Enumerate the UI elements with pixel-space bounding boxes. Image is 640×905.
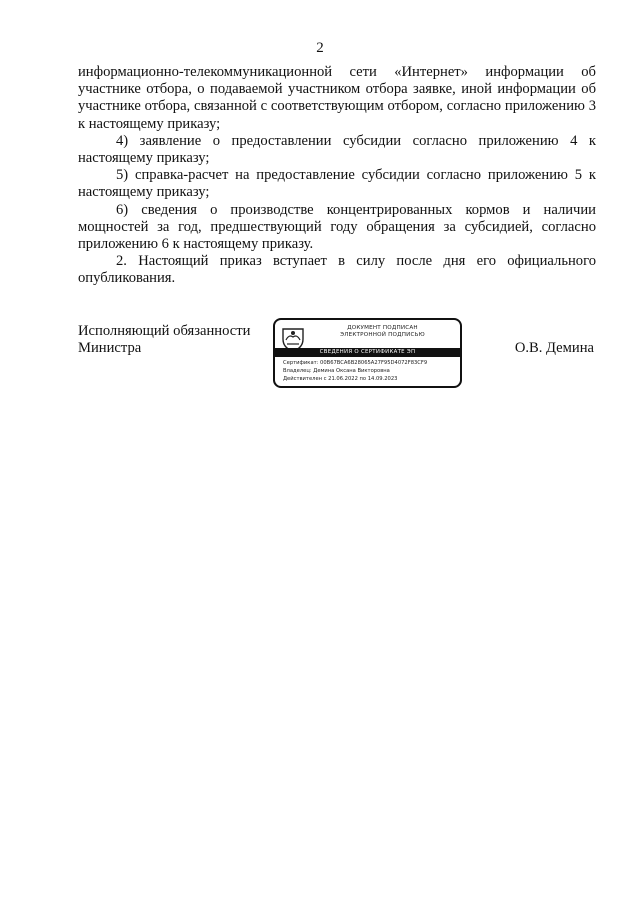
stamp-validity: Действителен с 21.06.2022 по 14.09.2023 [283,376,398,382]
signatory-name: О.В. Демина [514,340,594,356]
stamp-owner: Владелец: Демина Оксана Викторовна [283,368,390,374]
stamp-certificate-info [283,359,456,383]
electronic-signature-stamp [273,318,462,388]
stamp-header [311,325,454,339]
paragraph: 5) справка-расчет на предоставление субсидии согласно приложению 5 к настоящему приказу; [78,167,596,201]
signatory-position [78,323,250,357]
stamp-header-line: ЭЛЕКТРОННОЙ ПОДПИСЬЮ [340,332,425,338]
signatory-position-line: Исполняющий обязанности [78,323,251,339]
stamp-certificate-bar: СВЕДЕНИЯ О СЕРТИФИКАТЕ ЭП [275,348,460,357]
stamp-certificate-number: Сертификат: 00B67BCA6B28065A27F95D4072F83CF9 [283,360,428,366]
paragraph: 6) сведения о производстве концентрированных кормов и наличии мощностей за год, предшествующий году обращения за субсидией, согласно приложению 6 к настоящему приказу. [78,201,596,253]
signatory-position-line: Министра [78,340,142,357]
stamp-header-line: ДОКУМЕНТ ПОДПИСАН [347,325,418,331]
document-body [78,64,596,288]
page-number: 2 [316,40,324,56]
paragraph: 2. Настоящий приказ вступает в силу после дня его официального опубликования. [78,253,596,287]
paragraph: информационно-телекоммуникационной сети «Интернет» информации об участнике отбора, о подаваемой участником отбора заявке, иной информации об участнике отбора, связанной с соответствующим отбором, согласно приложению 3 к настоящему приказу; [78,64,596,132]
paragraph: 4) заявление о предоставлении субсидии согласно приложению 4 к настоящему приказу; [78,132,596,167]
